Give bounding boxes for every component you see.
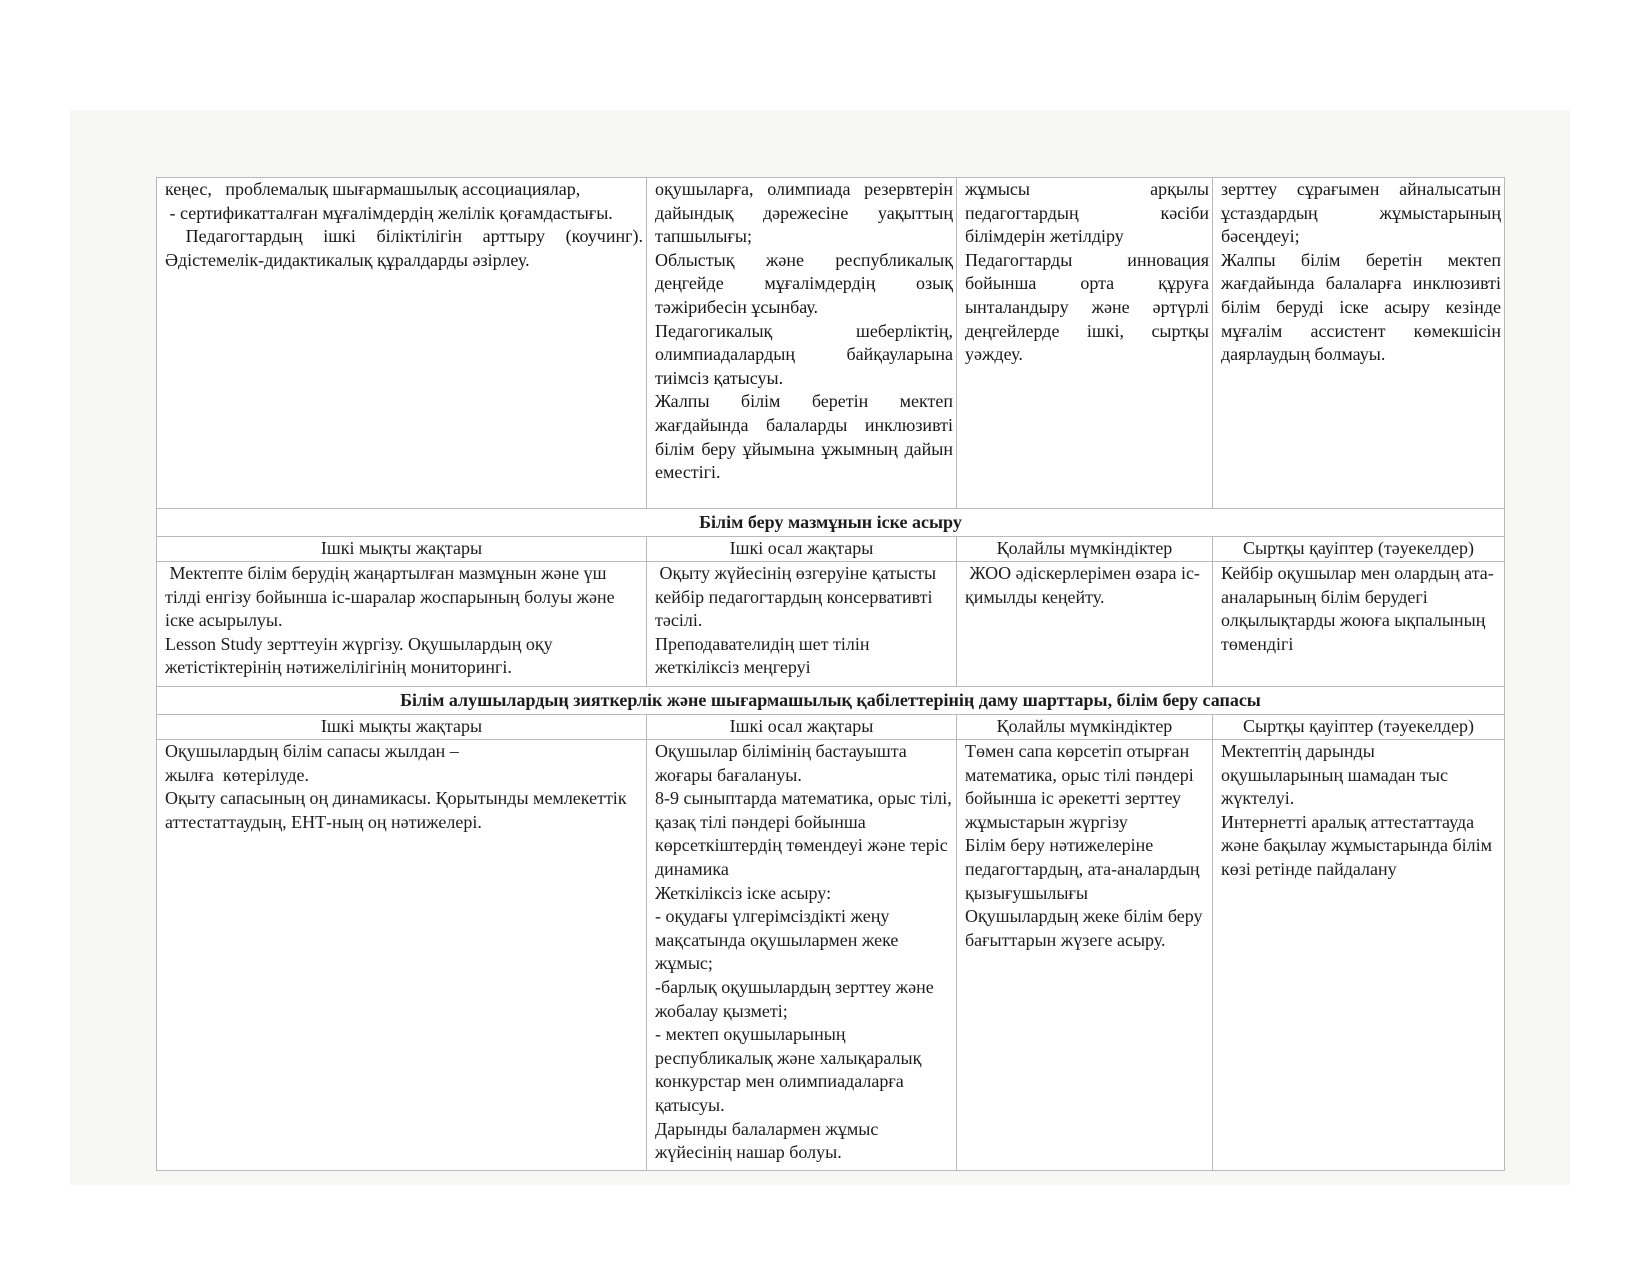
column-header-strengths: Ішкі мықты жақтары <box>157 537 647 562</box>
opportunities-cell: Төмен сапа көрсетіп отырған математика, орыс тілі пәндері бойынша іс әрекетті зерттеу жұмыстарын жүргізу Білім беру нәтижелеріне педагогтардың, ата-аналардың қызығушылығы Оқушылардың жеке білім беру бағыттарын жүзеге асыру. <box>957 740 1213 1171</box>
strengths-cell-continued: кеңес, проблемалық шығармашылық ассоциациялар, - сертификатталған мұғалімдердің желілік қоғамдастығы. Педагогтардың ішкі біліктілігін арттыру (коучинг). Әдістемелік-дидактикалық құралдарды әзірлеу. <box>157 178 647 509</box>
table-row-continued <box>157 178 1505 509</box>
column-header-opportunities: Қолайлы мүмкіндіктер <box>957 715 1213 740</box>
section-title-row <box>157 687 1505 715</box>
section-title: Білім алушылардың зияткерлік және шығармашылық қабілеттерінің даму шарттары, білім беру сапасы <box>157 687 1505 715</box>
strengths-cell: Мектепте білім берудің жаңартылған мазмұнын және үш тілді енгізу бойынша іс-шаралар жоспарының болуы және іске асырылуы. Lesson Study зерттеуін жүргізу. Оқушылардың оқу жетістіктерінің нәтижелілігінің мониторингі. <box>157 562 647 687</box>
threats-cell: Кейбір оқушылар мен олардың ата-аналарының білім берудегі олқылықтарды жоюға ықпалының төмендігі <box>1213 562 1505 687</box>
weaknesses-cell: Оқыту жүйесінің өзгеруіне қатысты кейбір педагогтардың консервативті тәсілі. Преподавателидің шет тілін жеткіліксіз меңгеруі <box>647 562 957 687</box>
column-header-weaknesses: Ішкі осал жақтары <box>647 715 957 740</box>
table-row <box>157 740 1505 1171</box>
column-header-weaknesses: Ішкі осал жақтары <box>647 537 957 562</box>
table-header-row <box>157 537 1505 562</box>
opportunities-cell-continued: жұмысы арқылы педагогтардың кәсіби білімдерін жетілдіру Педагогтарды инновация бойынша орта құруға ынталандыру және әртүрлі деңгейлерде ішкі, сыртқы уәждеу. <box>957 178 1213 509</box>
section-title: Білім беру мазмұнын іске асыру <box>157 509 1505 537</box>
strengths-cell: Оқушылардың білім сапасы жылдан – жылға көтерілуде. Оқыту сапасының оң динамикасы. Қорытынды мемлекеттік аттестаттаудың, ЕНТ-ның оң нәтижелері. <box>157 740 647 1171</box>
opportunities-cell: ЖОО әдіскерлерімен өзара іс-қимылды кеңейту. <box>957 562 1213 687</box>
table-row <box>157 562 1505 687</box>
swot-table <box>156 177 1505 1171</box>
weaknesses-cell: Оқушылар білімінің бастауышта жоғары бағалануы. 8-9 сыныптарда математика, орыс тілі, қазақ тілі пәндері бойынша көрсеткіштердің төмендеуі және теріс динамика Жеткіліксіз іске асыру: - оқудағы үлгерімсіздікті жеңу мақсатында оқушылармен жеке жұмыс; -барлық оқушылардың зерттеу және жобалау қызметі; - мектеп оқушыларының республикалық және халықаралық конкурстар мен олимпиадаларға қатысуы. Дарынды балалармен жұмыс жүйесінің нашар болуы. <box>647 740 957 1171</box>
threats-cell-continued: зерттеу сұрағымен айналысатын ұстаздардың жұмыстарының бәсеңдеуі; Жалпы білім беретін мектеп жағдайында балаларға инклюзивті білім беруді іске асыру кезінде мұғалім ассистент көмекшісін даярлаудың болмауы. <box>1213 178 1505 509</box>
column-header-threats: Сыртқы қауіптер (тәуекелдер) <box>1213 715 1505 740</box>
column-header-opportunities: Қолайлы мүмкіндіктер <box>957 537 1213 562</box>
section-title-row <box>157 509 1505 537</box>
threats-cell: Мектептің дарынды оқушыларының шамадан тыс жүктелуі. Интернетті аралық аттестаттауда және бақылау жұмыстарында білім көзі ретінде пайдалану <box>1213 740 1505 1171</box>
weaknesses-cell-continued: оқушыларға, олимпиада резервтерін дайындық дәрежесіне уақыттың тапшылығы; Облыстық және республикалық деңгейде мұғалімдердің озық тәжірибесін ұсынбау. Педагогикалық шеберліктің, олимпиадалардың байқауларына тиімсіз қатысуы. Жалпы білім беретін мектеп жағдайында балаларды инклюзивті білім беру ұйымына ұжымның дайын еместігі. <box>647 178 957 509</box>
column-header-strengths: Ішкі мықты жақтары <box>157 715 647 740</box>
column-header-threats: Сыртқы қауіптер (тәуекелдер) <box>1213 537 1505 562</box>
table-header-row <box>157 715 1505 740</box>
